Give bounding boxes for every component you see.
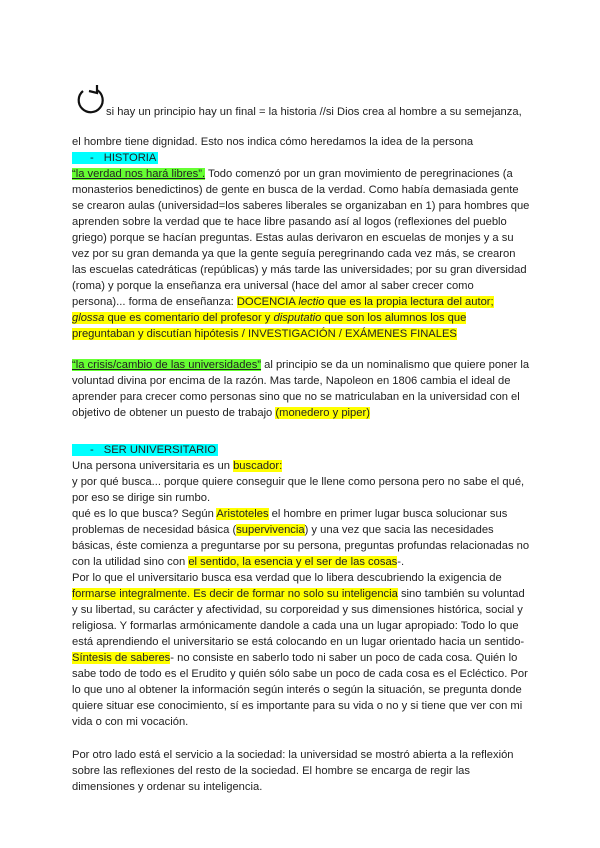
ser-line-8: Por lo que el universitario busca esa verdad que lo libera descubriendo la exigencia de [72,572,502,584]
highlight [72,312,466,324]
highlight-text: buscador: [233,460,283,472]
historia-line-5: griego) porque se hacían preguntas. Estas aulas derivaron en escuelas de monjes y a su [72,232,514,244]
ser-line-7 [72,554,404,570]
final-line-1: Por otro lado está el servicio a la sociedad: la universidad se mostró abierta a la reflexión [72,749,514,761]
ser-line-1 [72,458,282,474]
highlight-italic: lectio [298,296,325,308]
highlight-text: formarse integralmente. Es decir de formar no solo su inteligencia [72,588,398,600]
historia-line-7: las escuelas catedráticas (repúblicas) y más tarde las universidades; por su gran diversidad [72,264,527,276]
ser-line-16: quiere situar ese conocimiento, sí es importante para su vida o no y si tiene que ver con mi [72,700,523,712]
historia-line-1 [72,166,513,182]
historia-quote: “la verdad nos hará libres”. [72,168,206,180]
ser-text: Una persona universitaria es un [72,460,234,472]
historia-line-2: monasterios benedictinos) de gente en busca de la verdad. Como había demasiada gente [72,184,519,196]
final-line-2: sobre las reflexiones del resto de la sociedad. El hombre se encarga de regir las [72,765,470,777]
highlight-text: (monedero y piper) [275,407,370,419]
ser-line-6: básicas, éste comienza a preguntarse por su persona, preguntas profundas relacionadas no [72,540,530,552]
crisis-line-3: aprender para crecer como personas sino que no se matriculaban en la universidad con el [72,391,520,403]
historia-line-8: (roma) y porque la enseñanza era universal (hace del amor al saber crecer como [72,280,474,292]
ser-text: qué es lo que busca? Según [72,508,217,520]
ser-line-9 [72,586,525,602]
highlight-text: que son los alumnos los que [321,312,467,324]
ser-text: problemas de necesidad básica ( [72,524,237,536]
historia-line-9 [72,294,494,310]
highlight-text: que es la propia lectura del autor; [324,296,494,308]
intro-line-2: el hombre tiene dignidad. Esto nos indica cómo heredamos la idea de la persona [72,136,474,148]
crisis-line-2: voluntad divina por encima de la razón. Mas tarde, Napoleon en 1806 cambia el ideal de [72,375,511,387]
ser-line-17: vida o con mi vocación. [72,716,189,728]
highlight-text: preguntaban y discutían hipótesis / INVESTIGACIÓN / EXÁMENES FINALES [72,328,457,340]
crisis-text: al principio se da un nominalismo que quiere poner la [261,359,530,371]
ser-text: -. [397,556,405,568]
ser-heading-row [72,442,218,458]
crisis-quote: “la crisis/cambio de las universidades” [72,359,262,371]
highlight-text: supervivencia [236,524,305,536]
ser-line-11: religiosa. Y formarlas armónicamente dandole a cada una un lugar apropiado: Todo lo que [72,620,519,632]
ser-text: el hombre en primer lugar busca solucionar sus [268,508,508,520]
ser-line-15: lo que uno al obtener la información según interés o según la situación, se pregunta donde [72,684,522,696]
crisis-line-1 [72,357,529,373]
highlight-text: DOCENCIA [236,296,299,308]
ser-line-4 [72,506,507,522]
undo-arrow-icon [73,83,107,117]
highlight [237,296,494,308]
historia-text: Todo comenzó por un gran movimiento de peregrinaciones (a [205,168,513,180]
highlight-text: Aristoteles [216,508,269,520]
crisis-line-4 [72,405,370,421]
crisis-text: objetivo de obtener un puesto de trabajo [72,407,276,419]
highlight-text: que es comentario del profesor y [104,312,274,324]
ser-text: ) y una vez que sacia las necesidades [304,524,494,536]
ser-line-12: está aprendiendo el universitario se está colocando en un lugar orientado hacia un sentido- [72,636,525,648]
historia-line-10 [72,310,466,326]
historia-heading-row [72,150,158,166]
historia-heading: HISTORIA [94,152,159,164]
ser-text: con la utilidad sino con [72,556,189,568]
final-line-3: dimensiones y ordenar su inteligencia. [72,781,263,793]
ser-line-10: y su libertad, su carácter y afectividad, su corporeidad y sus dimensiones histórica, social y [72,604,523,616]
historia-line-4: aprenden sobre la verdad que te hace libre pasando así al logos (reflexiones del pueblo [72,216,507,228]
historia-text: persona)... forma de enseñanza: [72,296,237,308]
ser-text: - no consiste en saberlo todo ni saber un poco de cada cosa. Quién lo [170,652,518,664]
ser-text: sino también su voluntad [397,588,525,600]
historia-line-3: se crearon aulas (universidad=los saberes liberales se organizaban en 1) para hombres que [72,200,530,212]
highlight-italic: glossa [72,312,105,324]
ser-bullet: - [72,444,94,456]
historia-line-6: vez por su gran demanda ya que la gente seguía peregrinando cada vez más, se crearon [72,248,516,260]
historia-line-11 [72,326,457,342]
ser-line-5 [72,522,494,538]
highlight-text: el sentido, la esencia y el ser de las cosas [188,556,398,568]
highlight-italic: disputatio [273,312,322,324]
ser-line-2: y por qué busca... porque quiere conseguir que le llene como persona pero no sabe el qué, [72,476,525,488]
historia-bullet: - [72,152,94,164]
intro-line-1: si hay un principio hay un final = la historia //si Dios crea al hombre a su semejanza, [106,106,522,118]
ser-heading: SER UNIVERSITARIO [94,444,218,456]
ser-line-13 [72,650,517,666]
highlight-text: Síntesis de saberes [72,652,171,664]
ser-line-14: sabe todo de todo es el Erudito y quién sólo sabe un poco de cada cosa es el Ecléctico. Por [72,668,528,680]
ser-line-3: por eso se dirige sin rumbo. [72,492,211,504]
